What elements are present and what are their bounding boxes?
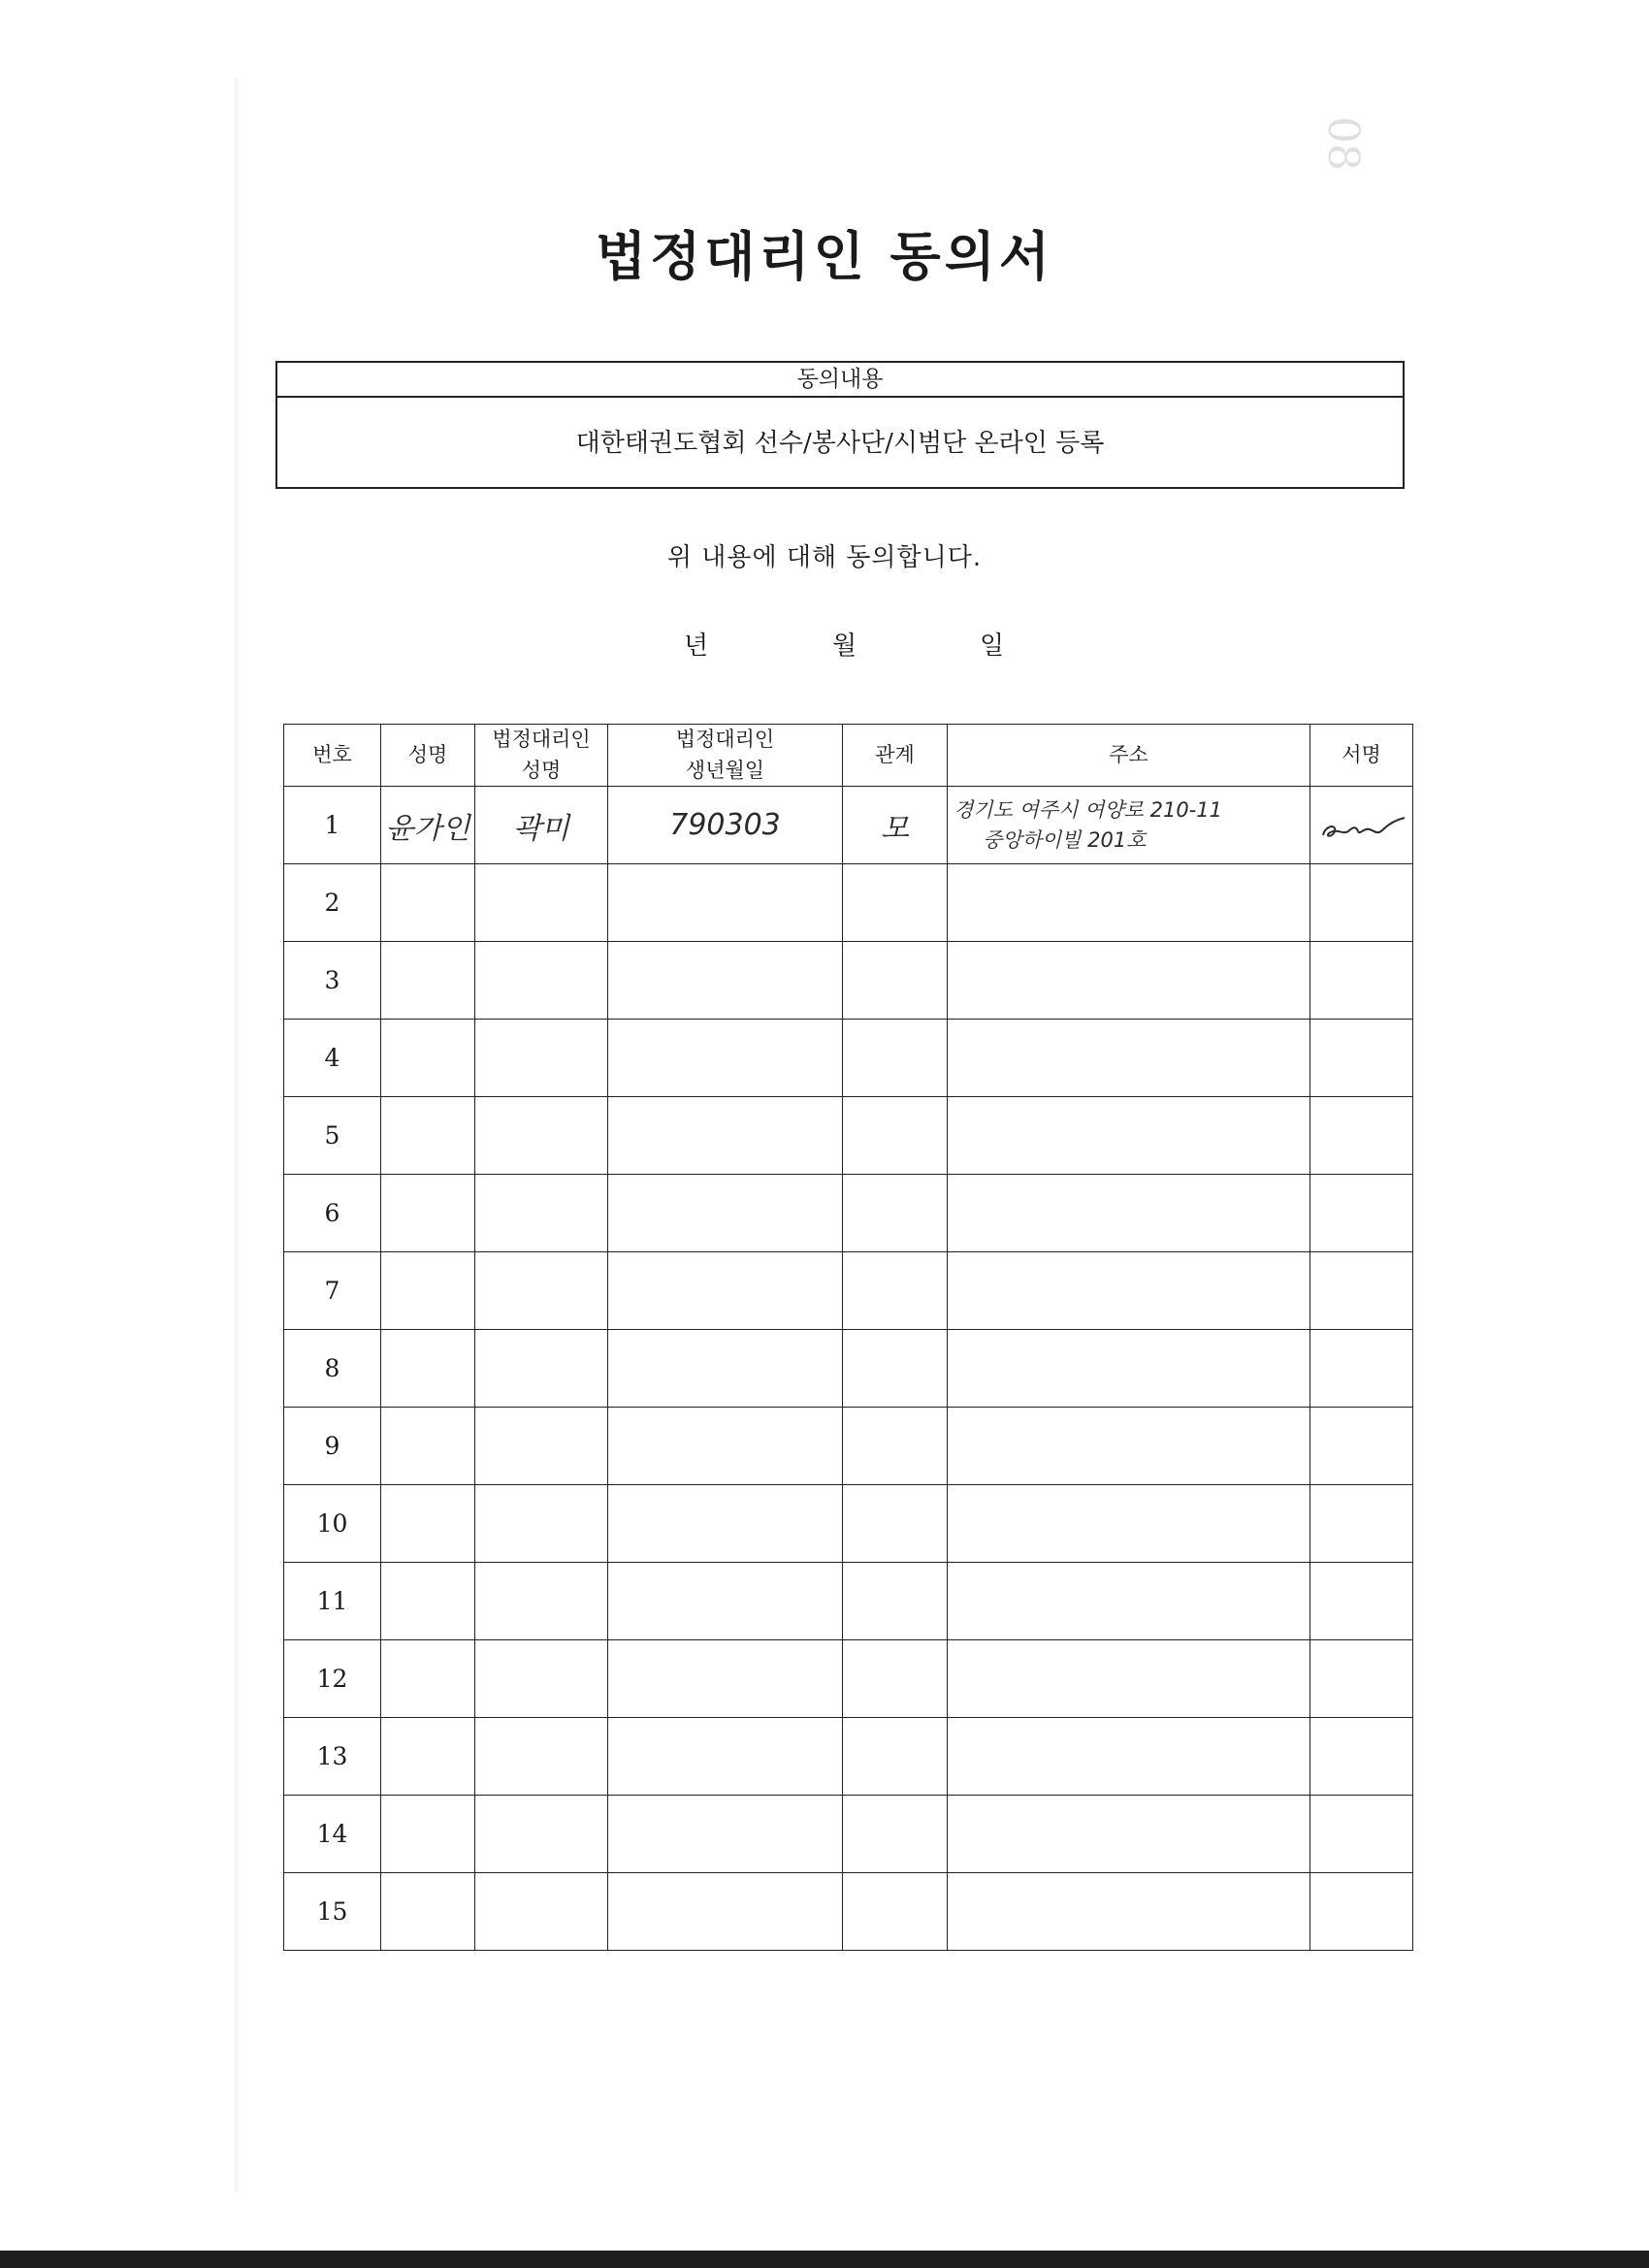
row-number: 1: [284, 787, 381, 864]
row-guardian-birth: [608, 1718, 843, 1796]
row-signature: [1310, 1408, 1413, 1485]
header-address: 주소: [948, 725, 1310, 787]
row-address: [948, 1718, 1310, 1796]
row-number: 4: [284, 1020, 381, 1097]
row-number: 13: [284, 1718, 381, 1796]
row-guardian-name: [475, 1873, 608, 1951]
row-signature: [1310, 1485, 1413, 1563]
table-row: [284, 1252, 1413, 1330]
row-name: [381, 942, 475, 1020]
row-name: [381, 1252, 475, 1330]
row-name: [381, 1330, 475, 1408]
row-signature: [1310, 1640, 1413, 1718]
row-guardian-birth: [608, 1640, 843, 1718]
row-number: 12: [284, 1640, 381, 1718]
table-row: [284, 1020, 1413, 1097]
row-relation: [843, 1330, 948, 1408]
row-signature: [1310, 1252, 1413, 1330]
row-address: [948, 1252, 1310, 1330]
row-address: [948, 1175, 1310, 1252]
handwritten-guardian-name: 곽미: [513, 811, 569, 846]
row-guardian-name: [475, 1485, 608, 1563]
row-guardian-name: [475, 1796, 608, 1873]
row-name: [381, 1640, 475, 1718]
row-guardian-name: [475, 864, 608, 942]
table-row: [284, 1796, 1413, 1873]
row-name: [381, 864, 475, 942]
row-address: [948, 1485, 1310, 1563]
header-number: 번호: [284, 725, 381, 787]
table-row: [284, 1640, 1413, 1718]
table-row: [284, 864, 1413, 942]
row-number: 11: [284, 1563, 381, 1640]
header-relation: 관계: [843, 725, 948, 787]
header-guardian-name: [475, 725, 608, 787]
row-name: [381, 1020, 475, 1097]
consent-content-box: [275, 361, 1405, 489]
table-row: [284, 1330, 1413, 1408]
row-number: 15: [284, 1873, 381, 1951]
row-signature: [1310, 1020, 1413, 1097]
document-title: 법정대리인 동의서: [595, 225, 1054, 287]
row-relation: [843, 1175, 948, 1252]
row-relation: [843, 1640, 948, 1718]
row-guardian-birth: [608, 1873, 843, 1951]
consent-header: 동의내용: [277, 363, 1403, 398]
header-guardian-name-line2: 성명: [521, 758, 562, 782]
row-guardian-name: [475, 1640, 608, 1718]
row-guardian-birth: [608, 1485, 843, 1563]
table-row: [284, 1873, 1413, 1951]
row-number: 6: [284, 1175, 381, 1252]
row-guardian-birth: [608, 1097, 843, 1175]
scan-edge-shadow: [235, 78, 239, 2192]
row-signature: [1310, 787, 1413, 864]
row-signature: [1310, 1718, 1413, 1796]
row-relation: [843, 1097, 948, 1175]
row-number: 8: [284, 1330, 381, 1408]
table-row: [284, 1563, 1413, 1640]
row-guardian-name: [475, 1718, 608, 1796]
row-number: 5: [284, 1097, 381, 1175]
row-name: [381, 1563, 475, 1640]
row-guardian-name: [475, 1020, 608, 1097]
row-guardian-birth: [608, 787, 843, 864]
row-guardian-birth: [608, 1796, 843, 1873]
row-guardian-birth: [608, 1252, 843, 1330]
row-signature: [1310, 1175, 1413, 1252]
row-name: [381, 1718, 475, 1796]
handwritten-relation: 모: [881, 811, 909, 846]
table-row: [284, 1097, 1413, 1175]
header-guardian-name-line1: 법정대리인: [492, 728, 591, 751]
date-year-label: 년: [684, 632, 709, 661]
row-number: 10: [284, 1485, 381, 1563]
row-name: [381, 1408, 475, 1485]
row-guardian-birth: [608, 1175, 843, 1252]
row-signature: [1310, 864, 1413, 942]
header-guardian-birth-line2: 생년월일: [685, 758, 765, 782]
consent-content: 대한태권도협회 선수/봉사단/시범단 온라인 등록: [575, 429, 1105, 458]
row-number: 2: [284, 864, 381, 942]
scan-bottom-edge: [0, 2251, 1649, 2268]
faded-stamp-mark: 08: [1318, 116, 1368, 171]
row-guardian-name: [475, 1252, 608, 1330]
agree-statement: 위 내용에 대해 동의합니다.: [666, 543, 983, 572]
table-row: [284, 1408, 1413, 1485]
row-name: [381, 1796, 475, 1873]
row-signature: [1310, 1097, 1413, 1175]
row-signature: [1310, 1873, 1413, 1951]
table-row: [284, 787, 1413, 864]
handwritten-signature: [1315, 806, 1408, 845]
row-address: [948, 1020, 1310, 1097]
row-relation: [843, 1408, 948, 1485]
row-address: [948, 1408, 1310, 1485]
handwritten-guardian-birth: 790303: [669, 808, 781, 842]
row-guardian-birth: [608, 864, 843, 942]
table-row: [284, 1175, 1413, 1252]
row-address: [948, 1563, 1310, 1640]
row-relation: [843, 942, 948, 1020]
row-guardian-birth: [608, 1408, 843, 1485]
row-guardian-name: [475, 1330, 608, 1408]
row-guardian-birth: [608, 1020, 843, 1097]
row-relation: [843, 1020, 948, 1097]
row-signature: [1310, 1563, 1413, 1640]
row-name: [381, 1485, 475, 1563]
table-row: [284, 1485, 1413, 1563]
row-guardian-name: [475, 1175, 608, 1252]
row-guardian-name: [475, 942, 608, 1020]
row-name: [381, 1097, 475, 1175]
row-number: 3: [284, 942, 381, 1020]
row-address: [948, 1873, 1310, 1951]
row-relation: [843, 1796, 948, 1873]
handwritten-address-line2: 중앙하이빌 201호: [983, 827, 1147, 852]
row-number: 7: [284, 1252, 381, 1330]
row-number: 9: [284, 1408, 381, 1485]
header-guardian-birth-line1: 법정대리인: [675, 728, 775, 751]
header-name: 성명: [381, 725, 475, 787]
row-relation: [843, 864, 948, 942]
date-month-label: 월: [832, 632, 857, 661]
handwritten-address-line1: 경기도 여주시 여양로 210-11: [954, 798, 1222, 823]
row-relation: [843, 1718, 948, 1796]
handwritten-name: 윤가인: [385, 811, 470, 846]
row-guardian-birth: [608, 1563, 843, 1640]
row-relation: [843, 1485, 948, 1563]
row-guardian-name: [475, 1097, 608, 1175]
row-relation: [843, 1252, 948, 1330]
row-name: [381, 1175, 475, 1252]
row-name: [381, 787, 475, 864]
header-guardian-birth: [608, 725, 843, 787]
row-address: [948, 1640, 1310, 1718]
row-guardian-name: [475, 1408, 608, 1485]
row-address: [948, 1097, 1310, 1175]
row-address: [948, 1796, 1310, 1873]
row-signature: [1310, 1796, 1413, 1873]
row-guardian-birth: [608, 942, 843, 1020]
row-relation: [843, 1873, 948, 1951]
row-relation: [843, 1563, 948, 1640]
row-address: [948, 787, 1310, 864]
table-row: [284, 942, 1413, 1020]
row-guardian-birth: [608, 1330, 843, 1408]
row-address: [948, 864, 1310, 942]
registration-table: [283, 724, 1413, 1951]
row-guardian-name: [475, 1563, 608, 1640]
row-signature: [1310, 942, 1413, 1020]
row-guardian-name: [475, 787, 608, 864]
row-address: [948, 942, 1310, 1020]
row-name: [381, 1873, 475, 1951]
row-number: 14: [284, 1796, 381, 1873]
row-relation: [843, 787, 948, 864]
row-address: [948, 1330, 1310, 1408]
date-day-label: 일: [980, 632, 1005, 661]
table-header-row: [284, 725, 1413, 787]
row-signature: [1310, 1330, 1413, 1408]
header-signature: 서명: [1310, 725, 1413, 787]
table-row: [284, 1718, 1413, 1796]
